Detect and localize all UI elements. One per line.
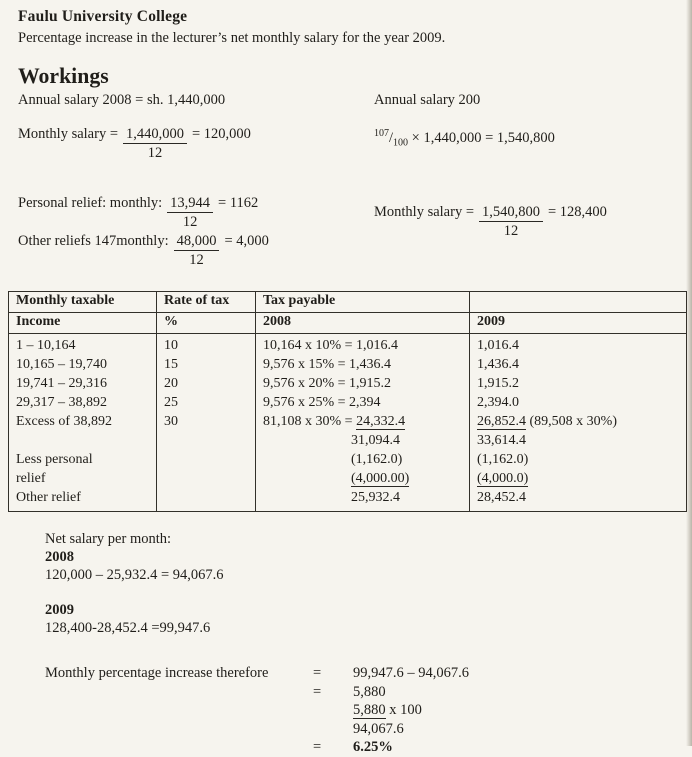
- monthly-salary-2008-line: [18, 125, 374, 162]
- underlined-value: 24,332.4: [356, 414, 406, 429]
- income-line-blank: [16, 431, 149, 450]
- income-line: 10,165 – 19,740: [16, 357, 107, 372]
- rate-line: 25: [164, 395, 178, 410]
- increase-row-4: [45, 720, 692, 739]
- header-cell-rate-of-tax: Rate of tax: [157, 292, 256, 313]
- tax-2009-column: [470, 334, 686, 511]
- fraction-sub: 100: [393, 137, 409, 149]
- increase-row-5: [45, 738, 692, 757]
- table-body-row: [9, 334, 686, 511]
- net-salary-2009-calc: 128,400-28,452.4 =99,947.6: [45, 620, 211, 636]
- income-line: 1 – 10,164: [16, 338, 76, 353]
- net-salary-heading: Net salary per month:: [45, 531, 172, 547]
- fraction-denominator: 12: [147, 145, 163, 161]
- header-cell-2008: 2008: [256, 313, 470, 334]
- tax-2009-net: 28,452.4: [477, 490, 526, 505]
- fraction-denominator: 12: [503, 222, 519, 239]
- fraction-numerator: 1,540,800: [479, 203, 543, 222]
- underlined-value: (4,000.0): [477, 471, 529, 486]
- header-cell-percent: %: [157, 313, 256, 334]
- rate-line: 30: [164, 414, 178, 429]
- annual-salary-2009-line: Annual salary 200: [374, 92, 481, 108]
- net-salary-2009-label: 2009: [45, 602, 74, 618]
- tax-2009-deduct-other: [477, 469, 679, 488]
- equals-sign: =: [313, 683, 322, 700]
- increase-row-3: [45, 701, 692, 720]
- equals-sign: =: [313, 665, 322, 681]
- tax-2009-value: 1,436.4: [477, 357, 519, 372]
- rate-line: 20: [164, 376, 178, 391]
- net-salary-2008-calc: 120,000 – 25,932.4 = 94,067.6: [45, 567, 224, 583]
- income-column: [9, 334, 157, 511]
- income-line: relief: [16, 471, 46, 486]
- rate-line: 15: [164, 357, 178, 372]
- tax-2009-value: 1,016.4: [477, 338, 519, 353]
- tax-2008-calc-excess: 81,108 x 30% = 24,332.4: [263, 414, 406, 429]
- tax-2008-deduct-personal: (1,162.0): [351, 452, 403, 467]
- workings-right-column: [374, 91, 692, 269]
- increase-label: Monthly percentage increase therefore: [45, 665, 269, 681]
- tax-2008-sum: 31,094.4: [351, 433, 400, 448]
- tax-2009-value: 2,394.0: [477, 395, 519, 410]
- other-reliefs-line: [18, 232, 374, 269]
- workings-heading: Workings: [18, 64, 109, 88]
- equation-rest: × 1,440,000 = 1,540,800: [408, 129, 555, 146]
- percentage-increase-section: [45, 664, 692, 757]
- fraction-numerator: 1,440,000: [123, 125, 187, 144]
- fraction-numerator: 13,944: [167, 194, 213, 213]
- tax-2008-calc: 9,576 x 20% = 1,915.2: [263, 376, 392, 391]
- annual-salary-2008-line: Annual salary 2008 = sh. 1,440,000: [18, 92, 226, 108]
- underlined-value: 26,852.4: [477, 414, 526, 429]
- header-cell-2009: 2009: [470, 313, 686, 334]
- tax-2009-value: 1,915.2: [477, 376, 519, 391]
- equation-prefix: Monthly salary =: [374, 203, 474, 220]
- tax-2008-net: 25,932.4: [351, 490, 400, 505]
- income-line: 19,741 – 29,316: [16, 376, 107, 391]
- equation-result: = 1162: [218, 195, 259, 211]
- increase-ratio-denominator: 94,067.6: [353, 720, 404, 737]
- equation-result: = 120,000: [192, 126, 251, 142]
- tax-2008-calc: 10,164 x 10% = 1,016.4: [263, 338, 399, 353]
- workings-section: [18, 91, 692, 269]
- tax-2008-deduct-other: [351, 469, 462, 488]
- fraction-numerator: 48,000: [174, 232, 220, 251]
- tax-2008-column: [256, 334, 470, 511]
- monthly-salary-2009-line: [374, 203, 692, 240]
- equation-result: = 128,400: [548, 203, 607, 220]
- workings-left-column: [18, 91, 374, 269]
- fraction: [174, 232, 220, 269]
- header-cell-income: Income: [9, 313, 157, 334]
- equation-prefix: Personal relief: monthly:: [18, 195, 163, 211]
- header-cell-blank: [470, 292, 686, 313]
- personal-relief-line: [18, 194, 374, 231]
- net-salary-2008-label: 2008: [45, 549, 74, 565]
- rate-line: 10: [164, 338, 178, 353]
- fraction-sup: 107: [374, 128, 389, 139]
- tax-2008-calc: 9,576 x 15% = 1,436.4: [263, 357, 392, 372]
- income-line: 29,317 – 38,892: [16, 395, 107, 410]
- equation-prefix: Other reliefs 147monthly:: [18, 233, 169, 249]
- page-subtitle: Percentage increase in the lecturer’s net monthly salary for the year 2009.: [18, 30, 446, 46]
- income-line: Less personal: [16, 452, 93, 467]
- page-title: Faulu University College: [18, 8, 188, 25]
- underlined-value: 5,880: [353, 702, 386, 718]
- increase-ratio-numerator: 5,880 x 100: [353, 702, 422, 718]
- fraction: [123, 125, 187, 162]
- tax-2008-calc: 9,576 x 25% = 2,394: [263, 395, 381, 410]
- increase-difference: 99,947.6 – 94,067.6: [353, 665, 469, 681]
- increase-result: 6.25%: [353, 739, 393, 755]
- equals-sign: =: [313, 739, 322, 755]
- table-header-row-1: [9, 292, 686, 313]
- increase-row-1: [45, 664, 692, 683]
- increase-amount: 5,880: [353, 683, 386, 700]
- underlined-value: (4,000.00): [351, 471, 410, 486]
- table-header-row-2: [9, 313, 686, 334]
- equation-prefix: Monthly salary =: [18, 126, 118, 142]
- header-cell-tax-payable: Tax payable: [256, 292, 470, 313]
- increase-row-2: [45, 683, 692, 702]
- fraction: [479, 203, 543, 240]
- income-line: Other relief: [16, 490, 81, 505]
- tax-2009-value-excess: 26,852.4 (89,508 x 30%): [477, 414, 617, 429]
- rate-column: [157, 334, 256, 511]
- equation-result: = 4,000: [224, 233, 269, 249]
- tax-2009-deduct-personal: (1,162.0): [477, 452, 529, 467]
- fraction: [167, 194, 213, 231]
- tax-2009-sum: 33,614.4: [477, 433, 526, 448]
- fraction-denominator: 12: [182, 214, 198, 230]
- tax-table: [8, 291, 687, 512]
- net-salary-section: [45, 530, 692, 637]
- income-line: Excess of 38,892: [16, 414, 113, 429]
- fraction-denominator: 12: [189, 252, 204, 268]
- header-cell-monthly-taxable: Monthly taxable: [9, 292, 157, 313]
- salary-2009-calc-line: $^{107}/_{100} \times 1,440,000 = 1,540,800$: [374, 128, 555, 149]
- doc-header: [18, 8, 692, 47]
